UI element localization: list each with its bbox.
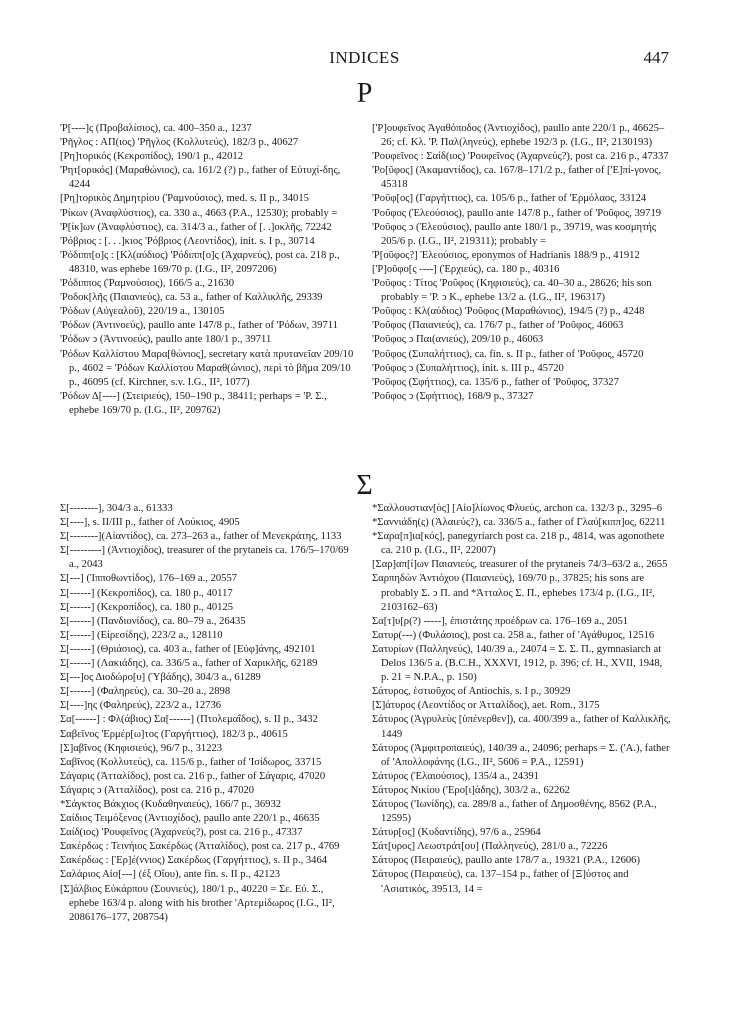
index-entry: Σ[------] (Φαληρεύς), ca. 30–20 a., 2898 (60, 686, 231, 698)
index-entry: 'P[οῦφος?] Ἐλεούσιος, eponymos of Hadrianis 188/9 p., 41912 (372, 249, 640, 261)
index-entry: Σατυρ(---) (Φυλάσιος), post ca. 258 a., father of 'Αγάθυμος, 12516 (372, 629, 655, 641)
index-entry: Σ[----], s. II/III p., father of Λούκιος, 4905 (60, 517, 240, 529)
index-entry: 'Ρόδιππ[ο]ς : [Κλ(αύδιος) 'Ρόδιππ[ο]ς (Ἀχαρνεύς), post ca. 218 p., 48310, was ephebe 169/70 p. (I.G., II², 2097206) (60, 249, 340, 275)
index-entry: 'Ρόδιππος (Ῥαμνούσιος), 166/5 a., 21630 (60, 278, 235, 290)
index-entry: [Σ]αβῖνος (Κηφισιεύς), 96/7 p., 31223 (60, 742, 223, 754)
index-entry: Σάτυρος, ἑστιοῦχος of Antiochis, s. I p., 30929 (372, 686, 571, 698)
index-entry: 'Ροῦφ[ος] (Γαργήττιος), ca. 105/6 p., father of 'Ερμόλαος, 33124 (372, 193, 647, 205)
index-entry: Σαίδιος Τειμόξενος (Ἀντιοχίδος), paullo ante 220/1 p., 46635 (60, 813, 320, 825)
index-entry: ['Ρ]ουφεῖνος Ἀγαθόποδος (Ἀντιοχίδος), paullo ante 220/1 p., 46625–26; cf. Κλ. 'Ρ. Παλ(ληνεύς), ephebe 192/3 p. (I.G., II², 2130193) (372, 123, 665, 149)
index-entry: Σάγαρις (Ἀτταλίδος), post ca. 216 p., father of Σάγαρις, 47020 (60, 770, 326, 782)
index-entry: 'Ροῦφος : Κλ(αύδιος) 'Ροῦφος (Μαραθώνιος), 194/5 (?) p., 4248 (372, 306, 645, 318)
index-entry: Σάτυρος (Πειραιεύς), ca. 137–154 p., father of [Ξ]ύστος and 'Ασιατικός, 39513, 14 = (372, 869, 629, 895)
index-entry: Σαβεῖνος 'Ερμέρ[ω]τος (Γαργήττιος), 182/3 p., 40615 (60, 728, 288, 740)
index-entry: Σαρπηδὼν Ἀντιόχου (Παιανιεύς), 169/70 p., 37825; his sons are probably Σ. ͻ Π. and *Ἀτταλος Σ. Π., ephebes 173/4 p. (I.G., II², 2103162–63) (372, 573, 655, 613)
index-entry: Σ[--------], 304/3 a., 61333 (60, 503, 173, 514)
index-entry: Σακέρδως : Τεινήιος Σακέρδως (Ἀτταλίδος), post ca. 217 p., 4769 (60, 841, 340, 853)
index-entry: 'Ρόδων ͻ (Ἀντινοεύς), paullo ante 180/1 p., 39711 (60, 334, 272, 346)
index-entry: Σα[------] : Φλ(άβιος) Σα[------] (Πτολεμαΐδος), s. II p., 3432 (60, 714, 318, 726)
sigma-right-column (372, 502, 672, 897)
index-entry: [Σαρ]απ[ί]ων Παιανιεύς, treasurer of the prytaneis 74/3–63/2 a., 2655 (372, 559, 668, 571)
index-entry: 'Ροδοκ[λῆς (Παιανιεύς), ca. 53 a., father of Καλλικλῆς, 29339 (60, 292, 323, 304)
section-letter-rho: Ρ (356, 78, 373, 109)
index-entry: Σακέρδως : [Ἐρ]έ(ννιος) Σακέρδως (Γαργήττιος), s. II p., 3464 (60, 855, 328, 867)
index-entry: Σάτ[υρος] Λεωστράτ[ου] (Παλληνεύς), 281/0 a., 72226 (372, 841, 608, 853)
index-entry: 'Ρόδων (Ἀντινοεύς), paullo ante 147/8 p., father of 'Ρόδων, 39711 (60, 320, 338, 332)
index-entry: Σ[---------] (Ἀντιοχίδος), treasurer of the prytaneis ca. 176/5–170/69 a., 2043 (60, 545, 349, 571)
index-entry: 'Ροῦφος (Σφήττιος), ca. 135/6 p., father of 'Ροῦφος, 37327 (372, 376, 619, 388)
index-entry: *Σαννιάδη(ς) (Ἀλαιεύς?), ca. 336/5 a., father of Γλαύ[κιππ]ος, 62211 (372, 517, 666, 529)
index-entry: Σάγαρις ͻ (Ἀτταλίδος), post ca. 216 p., 47020 (60, 784, 255, 796)
index-entry: ['Ρ]οῦφο[ς ----] (Ἐρχιεύς), ca. 180 p., 40316 (372, 263, 560, 275)
index-entry: Σ[----]ης (Φαληρεύς), 223/2 a., 12736 (60, 700, 222, 712)
index-entry: 'Ρόδων Δ[----] (Στειριεύς), 150–190 p., 38411; perhaps = 'Ρ. Σ., ephebe 169/70 p. (I.G., II², 209762) (60, 390, 327, 416)
index-entry: [Σ]άλβιος Εὐκάρπου (Σουνιεύς), 180/1 p., 40220 = Σε. Εὐ. Σ., ephebe 163/4 p. along with his brother 'Αρτεμίδωρος (I.G., II², 2086176–177, 208754) (60, 883, 335, 923)
running-title: INDICES (329, 48, 400, 67)
sigma-left-column (60, 502, 356, 925)
index-entry: 'Ροῦφος ͻ Παι(ανιεύς), 209/10 p., 46063 (372, 334, 544, 346)
index-entry: 'Ροῦφος ͻ (Ἐλεούσιος), paullo ante 180/1 p., 39719, was κοσμητής 205/6 p. (I.G., II², 219311); probably = (372, 221, 657, 247)
index-entry: 'Ρ[ίκ]ων (Ἀναφλύστιος), ca. 314/3 a., father of [. .]οκλῆς, 72242 (60, 221, 332, 233)
index-entry: 'Ρο[ῦφος] (Ἀκαμαντίδος), ca. 167/8–171/2 p., father of ['Ε]πί-γονος, 45318 (372, 165, 662, 191)
index-entry: Σαβῖνος (Κολλυτεύς), ca. 115/6 p., father of 'Ισίδωρος, 33715 (60, 756, 322, 768)
index-entry: Σ[------] (Εἰρεσίδης), 223/2 a., 128110 (60, 629, 223, 641)
index-entry: 'Ρίκων (Ἀναφλύστιος), ca. 330 a., 4663 (P.A., 12530); probably = (60, 207, 338, 219)
index-entry: Σατυρίων (Παλληνεύς), 140/39 a., 24074 = Σ. Σ. Π., gymnasiarch at Delos 136/5 a. (B.C.H., XXXVI, 1912, p. 396; cf. H., XVII, 1948, p. 21 = N.P.A., p. 150) (372, 643, 663, 684)
index-entry: Σάτυρος ('Ιωνίδης), ca. 289/8 a., father of Δημοσθένης, 8562 (P.A., 12595) (372, 798, 657, 825)
index-entry: Σ[---]ος Διοδώρο[υ] (Ὑβάδης), 304/3 a., 61289 (60, 672, 261, 684)
index-entry: 'Ρ[----]ς (Προβαλίσιος), ca. 400–350 a., 1237 (60, 123, 252, 134)
index-entry: Σάτυρος (Πειραιεύς), paullo ante 178/7 a., 19321 (P.A., 12606) (372, 855, 641, 867)
section-letter-sigma: Σ (356, 470, 373, 501)
index-entry: Σάτυρ[ος] (Κυδαντίδης), 97/6 a., 25964 (372, 827, 541, 839)
index-entry: Σ[--------](Αἰαντίδος), ca. 273–263 a., father of Μενεκράτης, 1133 (60, 531, 342, 543)
index-entry: [Σ]άτυρος (Λεοντίδος or Ἀτταλίδος), aet. Rom., 3175 (372, 700, 600, 712)
index-entry: 'Ρουφεῖνος : Σαίδ(ιος) 'Ρουφεῖνος (Ἀχαρνεύς?), post ca. 216 p., 47337 (372, 151, 669, 163)
index-entry: *Σαρα[π]ια[κός], panegyriarch post ca. 218 p., 4814, was agonothete ca. 210 p. (I.G., II², 22007) (372, 531, 665, 557)
index-entry: Σ[------] (Κεκροπίδος), ca. 180 p., 40117 (60, 587, 233, 599)
index-entry: 'Ρόδων (Αὐγεαλοῦ), 220/19 a., 130105 (60, 306, 225, 318)
index-entry: 'Ροῦφος ͻ (Σφήττιος), 168/9 p., 37327 (372, 390, 534, 402)
index-entry: Σ[---] (Ἱπποθωντίδος), 176–169 a., 20557 (60, 573, 238, 585)
index-entry: 'Ρόδων Καλλίστου Μαρα[θώνιος], secretary κατὰ πρυτανεῖαν 209/10 p., 4602 = 'Ρόδων Καλλίστου Μαραθ(ώνιος), περὶ τὸ βῆμα 209/10 p., 46095 (cf. Kirchner, s.v. I.G., II², 1077) (60, 348, 354, 388)
index-entry: 'Ροῦφος (Παιανιεύς), ca. 176/7 p., father of 'Ροῦφος, 46063 (372, 320, 624, 332)
index-entry: Σαίδ(ιος) 'Ρουφεῖνος (Ἀχαρνεύς?), post ca. 216 p., 47337 (60, 827, 303, 839)
index-entry: Σ[------] (Λακιάδης), ca. 336/5 a., father of Χαρικλῆς, 62189 (60, 658, 318, 670)
page-number: 447 (643, 48, 669, 67)
index-entry: 'Ροῦφος (Συπαλήττιος), ca. fin. s. II p., father of 'Ροῦφος, 45720 (372, 348, 644, 360)
index-entry: Σάτυρος Νικίου ('Ερο[ι]άδης), 303/2 a., 62262 (372, 784, 570, 796)
index-entry: Σαλάριος Αἰσ[---] (ἐξ Οἴου), ante fin. s. II p., 42123 (60, 869, 281, 881)
index-entry: Σάτυρος (Ἐλαιούσιος), 135/4 a., 24391 (372, 770, 539, 782)
index-entry: Σ[------] (Κεκροπίδος), ca. 180 p., 40125 (60, 601, 234, 613)
index-entry: *Σάγκτος Βάκχιος (Κυδαθηναιεύς), 166/7 p., 36932 (60, 798, 282, 810)
index-entry: Σα[τ]υ[ρ(?) -----], ἐπιστάτης προέδρων ca. 176–169 a., 2051 (372, 615, 629, 627)
index-entry: [Ρη]τορικός (Κεκροπίδος), 190/1 p., 42012 (60, 151, 243, 163)
index-entry: [Ρη]τορικὸς Δημητρίου (Ῥαμνούσιος), med. s. II p., 34015 (60, 193, 309, 205)
page-header (0, 44, 729, 66)
index-entry: 'Ρητ[ορικός] (Μαραθώνιος), ca. 161/2 (?) p., father of Εὐτυχί-δης, 4244 (60, 165, 341, 191)
rho-left-column (60, 122, 356, 418)
index-entry: 'Ρόβριος : [. . .]κιος 'Ρόβριος (Λεοντίδος), init. s. I p., 30714 (60, 235, 315, 247)
index-entry: 'Ροῦφος ͻ (Συπαλήττιος), init. s. III p., 45720 (372, 362, 564, 374)
index-entry: 'Ροῦφος : Τίτος 'Ροῦφος (Κηφισιεύς), ca. 40–30 a., 28626; his son probably = 'P. ͻ K., ephebe 13/2 a. (I.G., II², 196317) (372, 278, 652, 304)
index-entry: Σ[------] (Θριάσιος), ca. 403 a., father of [Εὐφ]άνης, 492101 (60, 643, 316, 655)
index-entry: Σ[------] (Πανδιονίδος), ca. 80–79 a., 26435 (60, 615, 246, 627)
index-entry: 'Ρῆγλος : ΑΠ(ιος) 'Ρῆγλος (Κολλυτεύς), 182/3 p., 40627 (60, 137, 299, 149)
index-entry: Σάτυρος (Ἀγρυλεὺς [ὑπένερθεν]), ca. 400/399 a., father of Καλλικλῆς, 1449 (372, 714, 671, 740)
index-entry: Σάτυρος (Ἀμφιτροπαιεύς), 140/39 a., 24096; perhaps = Σ. ('Α.), father of 'Απολλοφάνης (I.G., II², 5606 = P.A., 12591) (372, 742, 670, 768)
rho-right-column (372, 122, 672, 404)
index-entry: *Σαλλουστιαν[ὸς] [Αἰο]λίωνος Φλυεύς, archon ca. 132/3 p., 3295–6 (372, 503, 663, 514)
index-entry: 'Ροῦφος (Ἐλεούσιος), paullo ante 147/8 p., father of 'Ροῦφος, 39719 (372, 207, 662, 219)
